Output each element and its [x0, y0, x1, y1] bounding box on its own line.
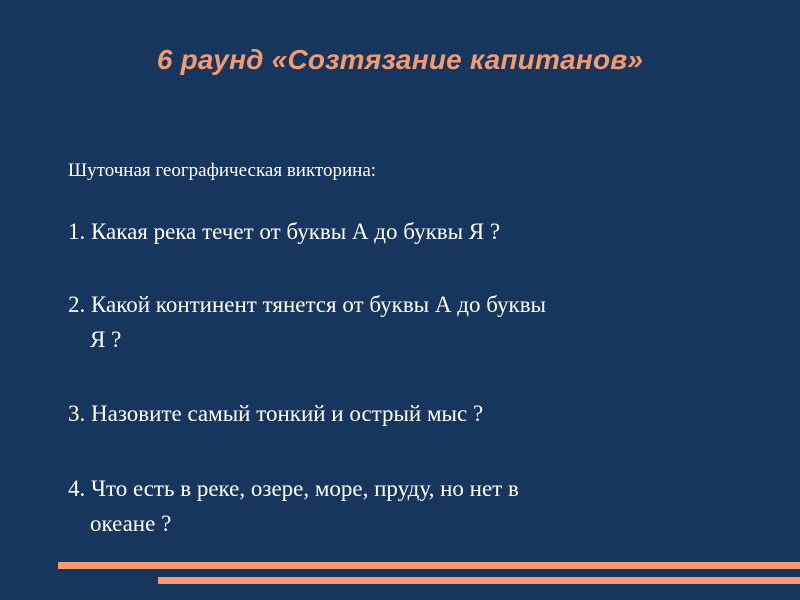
question-2-number: 2. [68, 292, 86, 317]
question-1-number: 1. [68, 219, 86, 244]
question-2-text-continued: Я ? [90, 327, 122, 352]
slide-title: 6 раунд «Созтязание капитанов» [156, 44, 644, 75]
question-4-text-continued: океане ? [90, 511, 172, 536]
question-4-number: 4. [68, 476, 86, 501]
question-3-text: Назовите самый тонкий и острый мыс ? [91, 401, 484, 426]
decorative-bar-top [58, 562, 800, 569]
question-2 [68, 287, 758, 357]
question-4 [68, 471, 758, 541]
question-4-text: Что есть в реке, озере, море, пруду, но нет в [91, 476, 519, 501]
question-1-text: Какая река течет от буквы А до буквы Я ? [91, 219, 501, 244]
question-3 [68, 396, 758, 431]
decorative-bar-bottom [158, 577, 800, 584]
question-3-number: 3. [68, 401, 86, 426]
quiz-intro: Шуточная географическая викторина: [68, 160, 377, 181]
question-2-text: Какой континент тянется от буквы А до буквы [91, 292, 547, 317]
question-1 [68, 214, 758, 249]
